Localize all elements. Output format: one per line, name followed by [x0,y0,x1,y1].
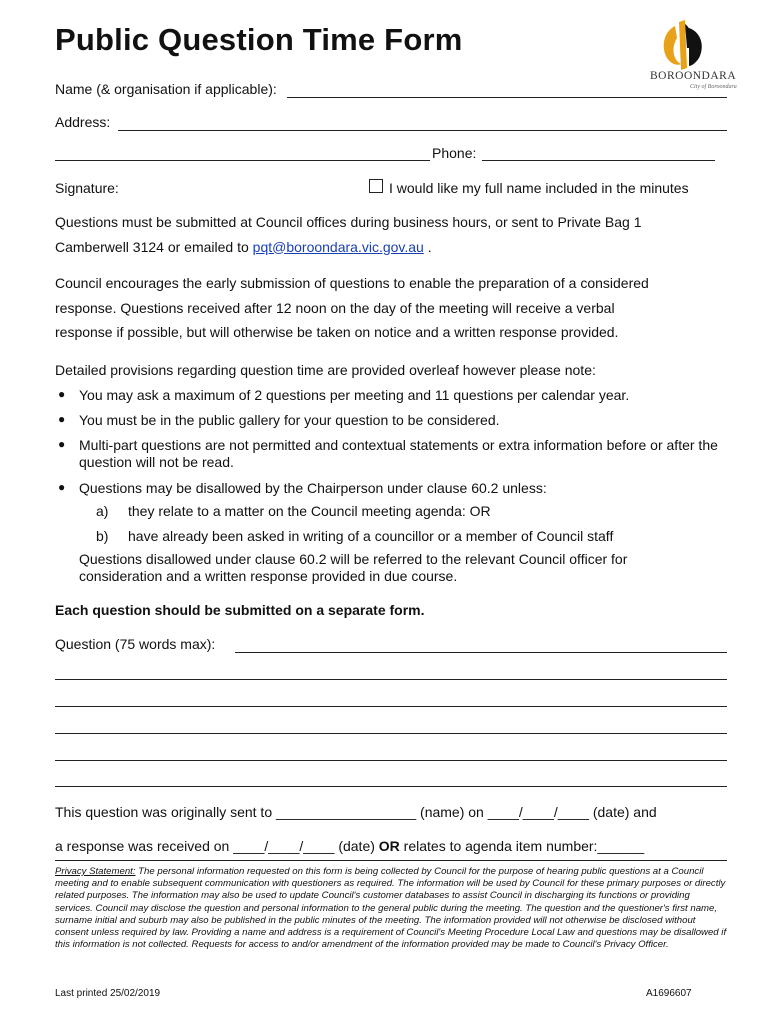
full-name-checkbox-label: I would like my full name included in the minutes [389,180,689,196]
bullet-item: Questions may be disallowed by the Chairperson under clause 60.2 unless: [79,480,547,496]
response-prefix: a response was received on ____/____/____ (date) [55,838,379,854]
address-field-line2[interactable] [55,160,430,161]
early-line-1: Council encourages the early submission of questions to enable the preparation of a considered [55,275,649,291]
early-line-3: response if possible, but will otherwise be taken on notice and a written response provided. [55,324,619,340]
logo-subtext: City of Boroondara [690,84,737,90]
sub-item-mark: b) [96,528,109,544]
sub-item-mark: a) [96,503,109,519]
address-label: Address: [55,114,111,130]
response-suffix: relates to agenda item number:______ [399,838,645,854]
sub-item-text: they relate to a matter on the Council meeting agenda: OR [128,503,491,519]
sub-item-text: have already been asked in writing of a councillor or a member of Council staff [128,528,614,544]
privacy-statement [55,866,727,951]
phone-label: Phone: [432,145,477,161]
last-printed: Last printed 25/02/2019 [55,988,161,999]
question-line[interactable] [55,733,727,734]
bullet-item: You must be in the public gallery for your question to be considered. [79,412,500,428]
full-name-checkbox[interactable] [369,179,383,193]
bullet-item: You may ask a maximum of 2 questions per meeting and 11 questions per calendar year. [79,387,630,403]
bullet-dot-icon: ● [58,437,66,451]
bullet-dot-icon: ● [58,412,66,426]
question-label: Question (75 words max): [55,636,216,652]
page-title: Public Question Time Form [55,22,463,57]
submission-line-1: Questions must be submitted at Council offices during business hours, or sent to Private Bag 1 [55,214,642,230]
submission-instructions [55,210,727,259]
question-line[interactable] [55,760,727,761]
address-field[interactable] [118,130,727,131]
privacy-heading: Privacy Statement: [55,866,136,877]
originally-sent-line: This question was originally sent to __________________ (name) on ____/____/____ (date) and [55,804,657,820]
email-link[interactable]: pqt@boroondara.vic.gov.au [252,238,424,255]
bullet-dot-icon: ● [58,387,66,401]
question-line[interactable] [55,786,727,787]
response-received-line [55,838,644,854]
bullet-dot-icon: ● [58,480,66,494]
name-field[interactable] [287,97,727,98]
early-line-2: response. Questions received after 12 noon on the day of the meeting will receive a verbal [55,299,615,316]
phone-field[interactable] [482,160,715,161]
question-line[interactable] [235,652,727,653]
submission-line-2-prefix: Camberwell 3124 or emailed to [55,238,253,255]
disallowed-note-line-1: Questions disallowed under clause 60.2 will be referred to the relevant Council officer for [79,551,628,567]
logo-text: BOROONDARA [650,70,737,82]
signature-label: Signature: [55,180,119,196]
disallowed-note-line-2: consideration and a written response provided in due course. [79,568,458,584]
boroondara-logo-icon [645,18,727,94]
separate-form-note: Each question should be submitted on a separate form. [55,602,425,618]
question-line[interactable] [55,679,727,680]
response-or: OR [378,838,400,854]
name-label: Name (& organisation if applicable): [55,81,277,97]
submission-line-2 [55,235,727,260]
provisions-intro: Detailed provisions regarding question time are provided overleaf however please note: [55,362,596,378]
early-submission-paragraph [55,271,727,345]
document-id: A1696607 [646,988,692,999]
bullet-item: Multi-part questions are not permitted and contextual statements or extra information before or after the question will not be read. [79,437,718,470]
submission-line-2-suffix: . [423,238,432,255]
question-line[interactable] [55,706,727,707]
privacy-body: The personal information requested on this form is being collected by Council for the purpose of hearing public questions at a Council meeting and to enable subsequent communication with questioners as required. The information will be used by Council for these primary purposes or directly related purposes. The information may also be used to update Council's customer databases to assist Council in discharging its functions or providing services. Council may disclose the question and personal information to the general public during the meeting. The question and the questioner's first name, surname initial and suburb may also be published in the public minutes of the meeting. The information provided will not otherwise be disclosed without consent unless required by law. Providing a name and address is a requirement of Council's Meeting Procedure Local Law and questions may be disallowed if this information is not collected. Requests for access to and/or amendment of the information provided may be made to Council's Privacy Officer. [55,866,727,951]
divider [55,860,727,861]
disallowed-note [79,551,627,585]
